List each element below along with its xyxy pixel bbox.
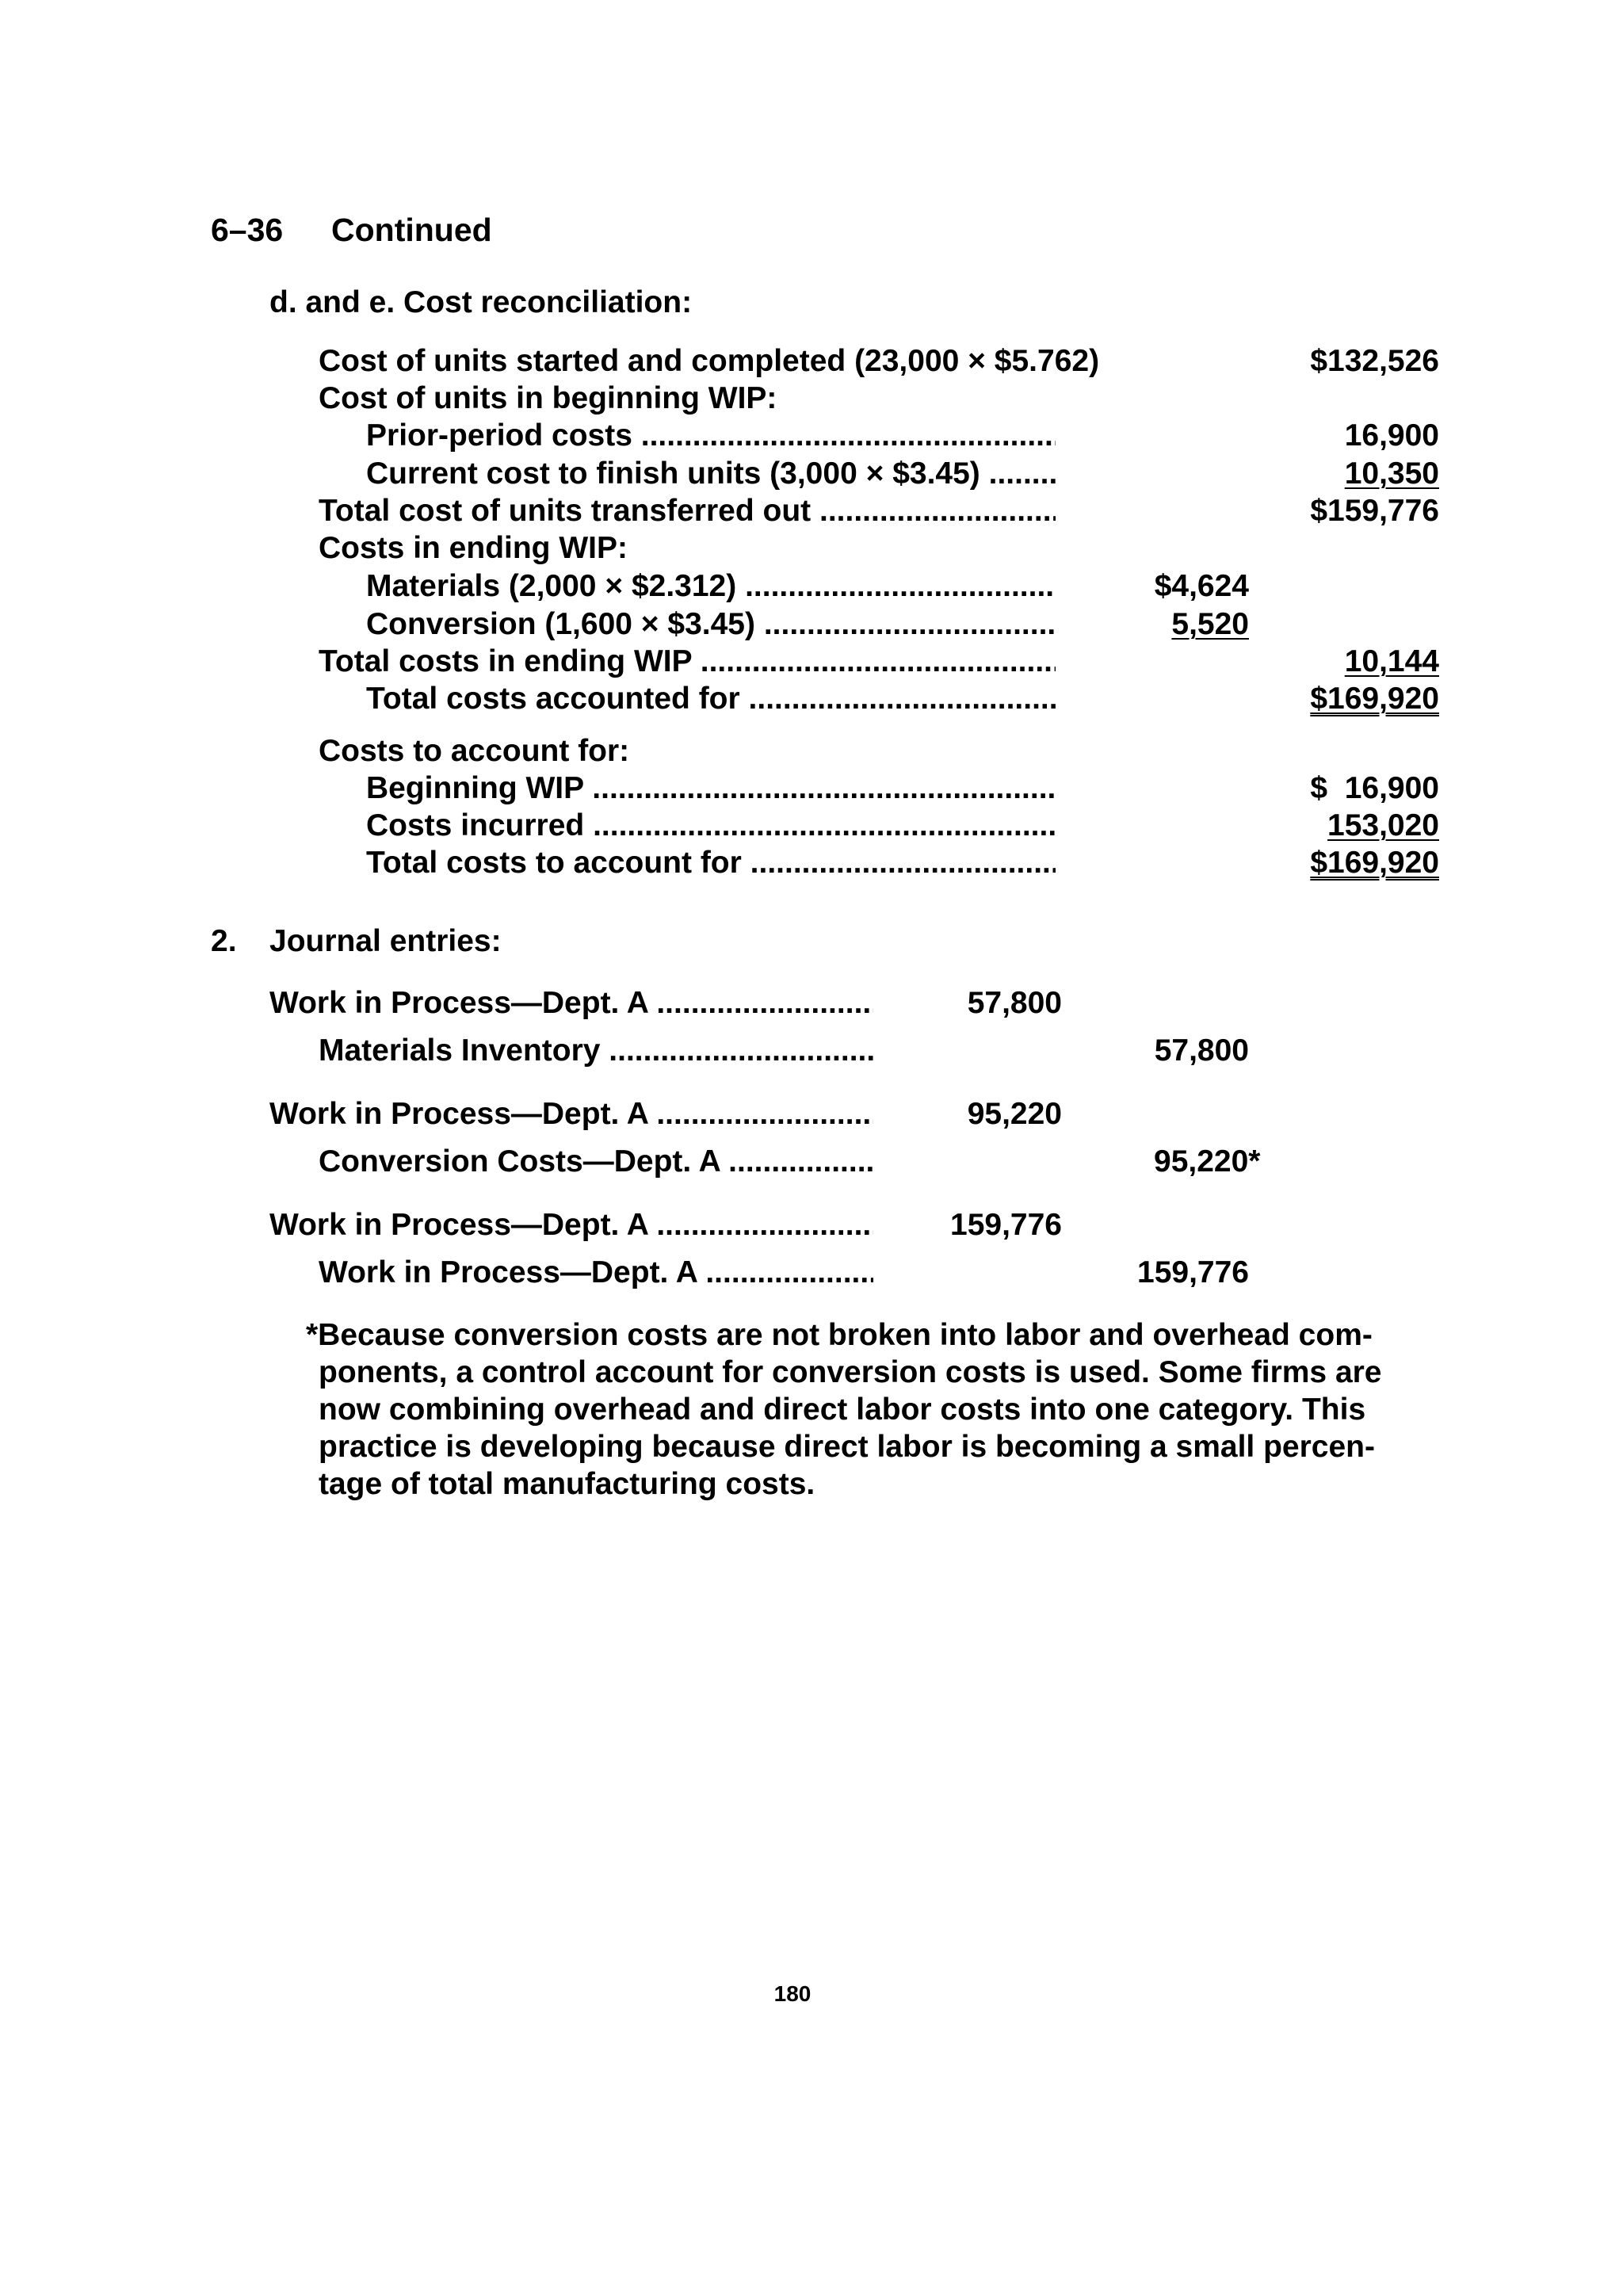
- debit-amount: 159,776: [950, 1208, 1062, 1242]
- current-cost-value: 10,350: [1344, 457, 1439, 491]
- credit-amount: 159,776: [1137, 1255, 1249, 1289]
- current-cost-label: Current cost to finish units (3,000 × $3.45) .....: [366, 455, 1056, 493]
- credit-amount: 95,220*: [1154, 1144, 1261, 1179]
- footnote-line: practice is developing because direct labor is becoming a small percen-: [319, 1430, 1375, 1464]
- accounted-for-value: $169,920: [1310, 682, 1439, 716]
- footnote-line: *Because conversion costs are not broken into labor and overhead com-: [306, 1318, 1373, 1352]
- page-number: 180: [773, 1981, 812, 2006]
- total-to-account-value: $169,920: [1310, 846, 1439, 880]
- materials-label: Materials (2,000 × $2.312) .....: [366, 567, 1056, 606]
- transferred-out-label: Total cost of units transferred out .....: [319, 492, 1056, 530]
- conversion-value: 5,520: [1171, 607, 1249, 641]
- ending-wip-heading: Costs in ending WIP:: [319, 531, 628, 565]
- costs-incurred-label: Costs incurred .....: [366, 807, 1056, 845]
- debit-label: Work in Process—Dept. A .....: [269, 1206, 873, 1244]
- costs-incurred-value: 153,020: [1327, 808, 1439, 842]
- transferred-out-total: $159,776: [1310, 494, 1439, 528]
- conversion-amount: [1109, 606, 1249, 644]
- prior-period-total: 16,900: [1344, 418, 1439, 453]
- accounted-for-total: [1268, 680, 1439, 718]
- accounted-for-label: Total costs accounted for .....: [366, 680, 1056, 718]
- debit-label: Work in Process—Dept. A .....: [269, 1095, 873, 1133]
- total-ending-wip-value: 10,144: [1344, 644, 1439, 678]
- footnote-line: tage of total manufacturing costs.: [319, 1467, 815, 1501]
- beginning-wip-heading: Cost of units in beginning WIP:: [319, 381, 777, 415]
- journal-heading: Journal entries:: [269, 924, 502, 958]
- credit-label: Materials Inventory .....: [319, 1032, 873, 1070]
- started-completed-label: Cost of units started and completed (23,000 × $5.762): [319, 344, 1100, 378]
- beginning-wip-total: $ 16,900: [1310, 771, 1439, 805]
- debit-amount: 95,220: [967, 1097, 1062, 1131]
- footnote-line: now combining overhead and direct labor costs into one category. This: [319, 1392, 1366, 1427]
- costs-incurred-total: [1268, 807, 1439, 845]
- total-ending-wip-label: Total costs in ending WIP .....: [319, 643, 1056, 681]
- credit-amount: 57,800: [1154, 1033, 1249, 1068]
- problem-number: 6–36: [211, 212, 284, 248]
- to-account-heading: Costs to account for:: [319, 734, 630, 768]
- footnote-line: ponents, a control account for conversion costs is used. Some firms are: [319, 1355, 1382, 1389]
- beginning-wip-label: Beginning WIP .....: [366, 770, 1056, 808]
- page-title: Continued: [331, 212, 492, 248]
- debit-label: Work in Process—Dept. A .....: [269, 984, 873, 1022]
- started-completed-total: $132,526: [1310, 344, 1439, 378]
- credit-label: Work in Process—Dept. A .....: [319, 1254, 873, 1292]
- credit-label: Conversion Costs—Dept. A .....: [319, 1143, 873, 1181]
- total-to-account-label: Total costs to account for .....: [366, 844, 1056, 882]
- journal-number: 2.: [211, 924, 237, 958]
- current-cost-total: [1268, 455, 1439, 493]
- total-ending-wip-total: [1268, 643, 1439, 681]
- conversion-label: Conversion (1,600 × $3.45) .....: [366, 606, 1056, 644]
- prior-period-label: Prior-period costs .....: [366, 417, 1056, 455]
- debit-amount: 57,800: [967, 986, 1062, 1020]
- section-heading-de: d. and e. Cost reconciliation:: [269, 285, 693, 319]
- materials-amount: $4,624: [1154, 569, 1249, 603]
- total-to-account-total: [1268, 844, 1439, 882]
